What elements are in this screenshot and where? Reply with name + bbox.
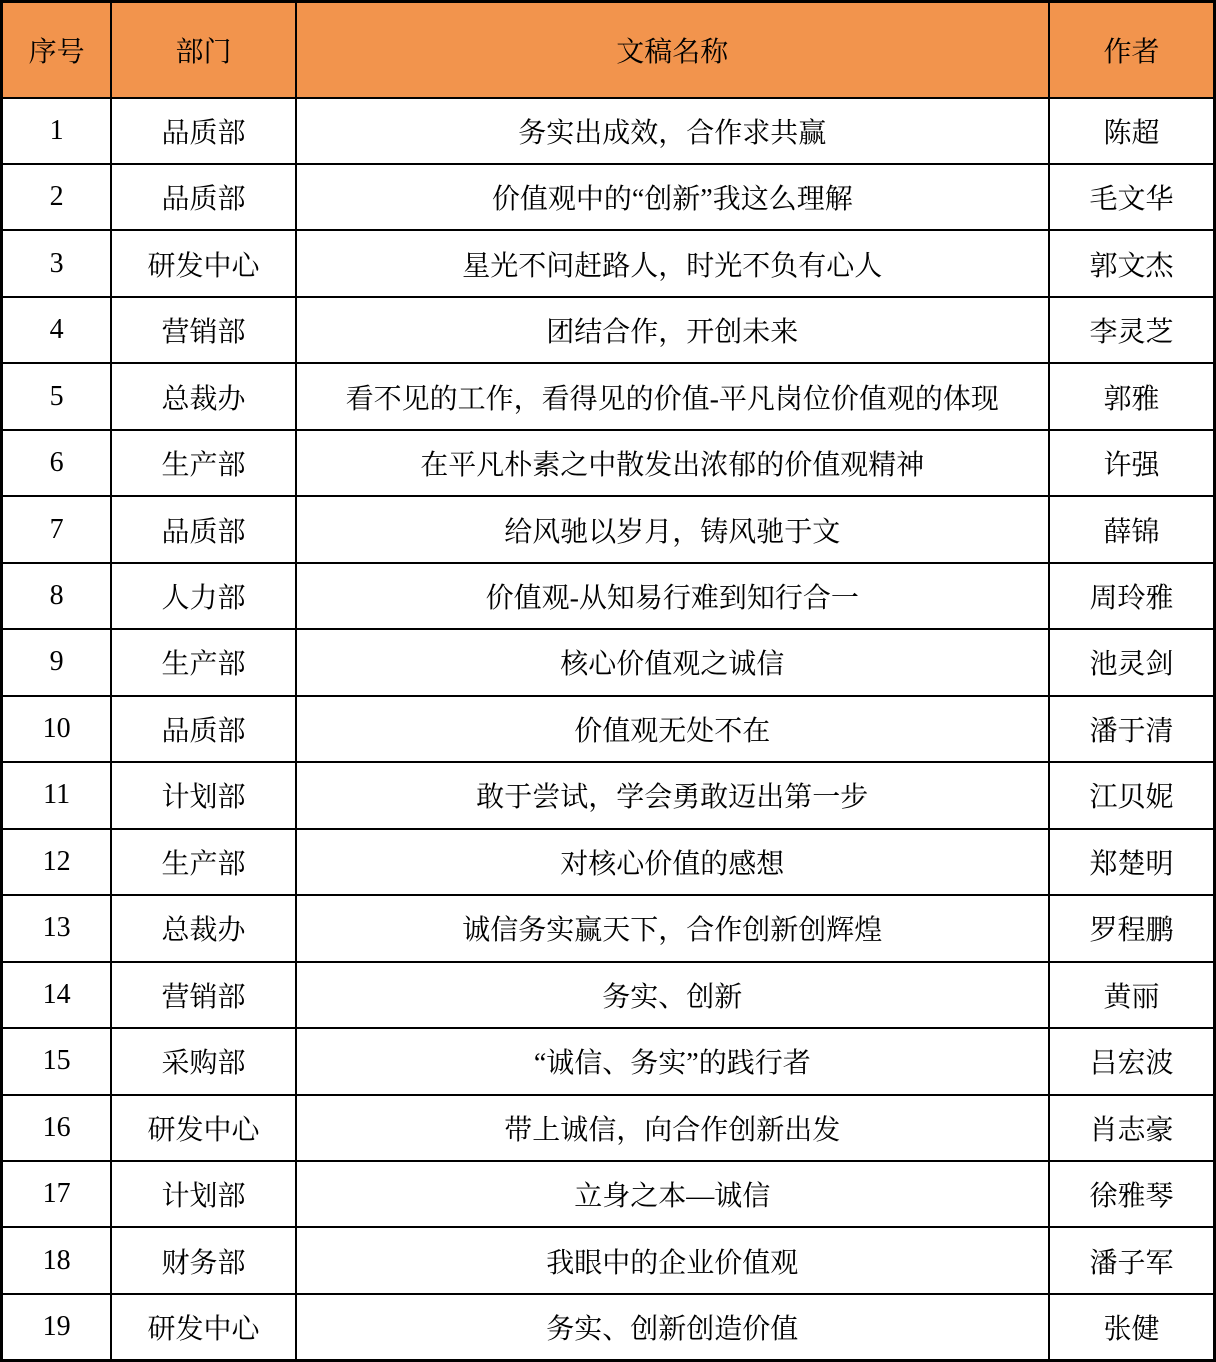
cell-index: 14 <box>2 962 112 1028</box>
cell-index: 12 <box>2 829 112 895</box>
header-department: 部门 <box>111 2 295 98</box>
cell-author: 郭文杰 <box>1049 230 1215 296</box>
table-row <box>2 230 1215 296</box>
cell-author: 江贝妮 <box>1049 762 1215 828</box>
cell-author: 张健 <box>1049 1294 1215 1361</box>
cell-title: 敢于尝试，学会勇敢迈出第一步 <box>296 762 1049 828</box>
cell-index: 16 <box>2 1095 112 1161</box>
table-row <box>2 164 1215 230</box>
cell-department: 财务部 <box>111 1227 295 1293</box>
cell-index: 5 <box>2 363 112 429</box>
table-row <box>2 829 1215 895</box>
cell-department: 生产部 <box>111 430 295 496</box>
table-row <box>2 1028 1215 1094</box>
cell-title: 核心价值观之诚信 <box>296 629 1049 695</box>
cell-title: 价值观中的“创新”我这么理解 <box>296 164 1049 230</box>
cell-index: 11 <box>2 762 112 828</box>
table-row <box>2 430 1215 496</box>
cell-title: 务实、创新创造价值 <box>296 1294 1049 1361</box>
cell-title: 在平凡朴素之中散发出浓郁的价值观精神 <box>296 430 1049 496</box>
table-row <box>2 1227 1215 1293</box>
cell-title: 对核心价值的感想 <box>296 829 1049 895</box>
cell-index: 7 <box>2 496 112 562</box>
table-row <box>2 363 1215 429</box>
cell-author: 许强 <box>1049 430 1215 496</box>
header-author: 作者 <box>1049 2 1215 98</box>
cell-department: 总裁办 <box>111 363 295 429</box>
header-row <box>2 2 1215 98</box>
cell-author: 吕宏波 <box>1049 1028 1215 1094</box>
cell-index: 18 <box>2 1227 112 1293</box>
cell-department: 生产部 <box>111 829 295 895</box>
cell-author: 薛锦 <box>1049 496 1215 562</box>
cell-index: 2 <box>2 164 112 230</box>
cell-department: 研发中心 <box>111 1095 295 1161</box>
table-header <box>2 2 1215 98</box>
cell-author: 潘于清 <box>1049 696 1215 762</box>
cell-department: 品质部 <box>111 696 295 762</box>
cell-index: 6 <box>2 430 112 496</box>
table-row <box>2 629 1215 695</box>
cell-author: 罗程鹏 <box>1049 895 1215 961</box>
table-row <box>2 98 1215 164</box>
cell-department: 研发中心 <box>111 1294 295 1361</box>
cell-index: 8 <box>2 563 112 629</box>
cell-index: 10 <box>2 696 112 762</box>
cell-author: 池灵剑 <box>1049 629 1215 695</box>
table-row <box>2 696 1215 762</box>
cell-title: 带上诚信，向合作创新出发 <box>296 1095 1049 1161</box>
cell-author: 郭雅 <box>1049 363 1215 429</box>
cell-department: 采购部 <box>111 1028 295 1094</box>
cell-department: 营销部 <box>111 962 295 1028</box>
cell-title: 我眼中的企业价值观 <box>296 1227 1049 1293</box>
cell-index: 15 <box>2 1028 112 1094</box>
cell-index: 1 <box>2 98 112 164</box>
cell-department: 研发中心 <box>111 230 295 296</box>
table-row <box>2 962 1215 1028</box>
cell-author: 黄丽 <box>1049 962 1215 1028</box>
cell-title: 看不见的工作，看得见的价值-平凡岗位价值观的体现 <box>296 363 1049 429</box>
cell-department: 品质部 <box>111 164 295 230</box>
cell-index: 3 <box>2 230 112 296</box>
cell-department: 品质部 <box>111 98 295 164</box>
cell-department: 营销部 <box>111 297 295 363</box>
cell-author: 潘子军 <box>1049 1227 1215 1293</box>
cell-title: “诚信、务实”的践行者 <box>296 1028 1049 1094</box>
cell-author: 毛文华 <box>1049 164 1215 230</box>
cell-department: 人力部 <box>111 563 295 629</box>
cell-department: 总裁办 <box>111 895 295 961</box>
cell-title: 星光不问赶路人，时光不负有心人 <box>296 230 1049 296</box>
table-body <box>2 98 1215 1361</box>
cell-department: 品质部 <box>111 496 295 562</box>
cell-title: 立身之本—诚信 <box>296 1161 1049 1227</box>
table-row <box>2 762 1215 828</box>
table-row <box>2 563 1215 629</box>
cell-title: 团结合作，开创未来 <box>296 297 1049 363</box>
cell-index: 17 <box>2 1161 112 1227</box>
cell-author: 周玲雅 <box>1049 563 1215 629</box>
cell-title: 价值观-从知易行难到知行合一 <box>296 563 1049 629</box>
cell-department: 计划部 <box>111 1161 295 1227</box>
cell-index: 19 <box>2 1294 112 1361</box>
cell-title: 务实、创新 <box>296 962 1049 1028</box>
header-index: 序号 <box>2 2 112 98</box>
cell-author: 陈超 <box>1049 98 1215 164</box>
cell-department: 生产部 <box>111 629 295 695</box>
cell-author: 肖志豪 <box>1049 1095 1215 1161</box>
table-row <box>2 297 1215 363</box>
cell-title: 给风驰以岁月，铸风驰于文 <box>296 496 1049 562</box>
cell-index: 13 <box>2 895 112 961</box>
cell-author: 徐雅琴 <box>1049 1161 1215 1227</box>
cell-index: 9 <box>2 629 112 695</box>
cell-author: 郑楚明 <box>1049 829 1215 895</box>
table-row <box>2 1095 1215 1161</box>
cell-author: 李灵芝 <box>1049 297 1215 363</box>
cell-title: 务实出成效，合作求共赢 <box>296 98 1049 164</box>
table-row <box>2 496 1215 562</box>
cell-title: 价值观无处不在 <box>296 696 1049 762</box>
cell-title: 诚信务实赢天下，合作创新创辉煌 <box>296 895 1049 961</box>
cell-department: 计划部 <box>111 762 295 828</box>
table-row <box>2 895 1215 961</box>
cell-index: 4 <box>2 297 112 363</box>
table-row <box>2 1161 1215 1227</box>
header-title: 文稿名称 <box>296 2 1049 98</box>
table-row <box>2 1294 1215 1361</box>
